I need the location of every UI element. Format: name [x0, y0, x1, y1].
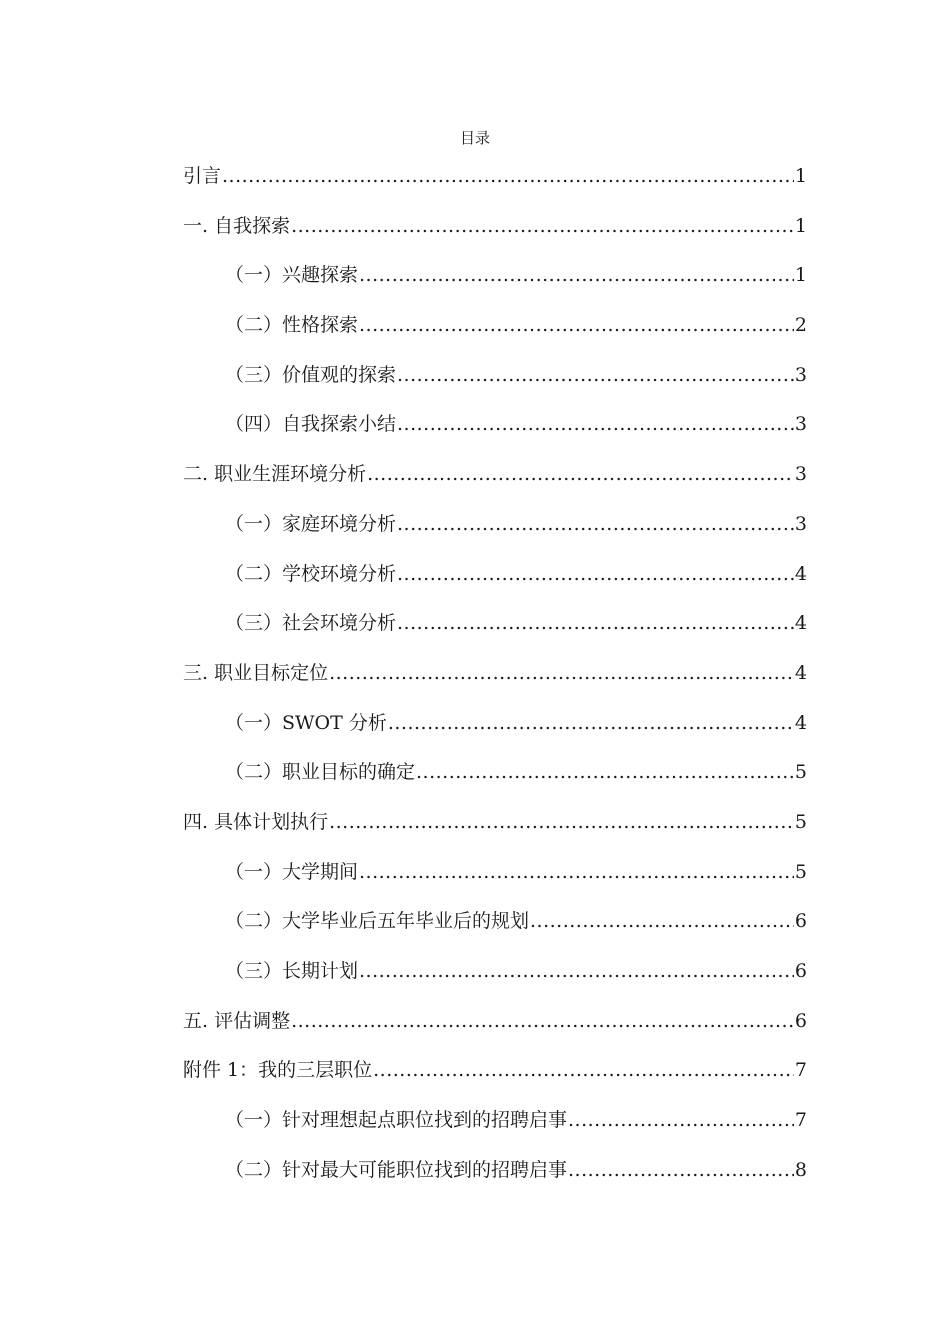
toc-dot-leader [359, 858, 794, 886]
toc-entry[interactable] [183, 212, 807, 262]
toc-entry-text: 四. 具体计划执行 [183, 810, 329, 833]
toc-page-number: 1 [794, 264, 807, 287]
toc-dot-leader [291, 212, 794, 240]
toc-dot-leader [359, 261, 794, 289]
toc-subentry[interactable] [183, 609, 807, 659]
toc-entry-text: （三）社会环境分析 [225, 612, 397, 635]
toc-entry-text: （二）性格探索 [225, 314, 359, 337]
toc-page-number: 5 [794, 761, 807, 784]
toc-dot-leader [329, 808, 794, 836]
toc-title: 目录 [459, 129, 490, 147]
toc-entry-text: 三. 职业目标定位 [183, 661, 329, 684]
toc-dot-leader [397, 361, 794, 389]
toc-page-number: 5 [794, 860, 807, 883]
toc-entry[interactable] [183, 162, 807, 212]
toc-dot-leader [388, 709, 794, 737]
toc-dot-leader [359, 957, 794, 985]
toc-page-number: 7 [794, 1059, 807, 1082]
toc-entry[interactable] [183, 659, 807, 709]
toc-page-number: 6 [794, 1009, 807, 1032]
toc-entry[interactable] [183, 460, 807, 510]
toc-page-number: 1 [794, 165, 807, 187]
toc-entry-text: 附件 1：我的三层职位 [183, 1059, 373, 1082]
toc-subentry[interactable] [183, 907, 807, 957]
toc-dot-leader [568, 1106, 794, 1134]
toc-page-number: 4 [794, 562, 807, 585]
toc-dot-leader [373, 1056, 794, 1084]
toc-entry-text: （三）价值观的探索 [225, 363, 397, 386]
toc-subentry[interactable] [183, 510, 807, 560]
toc-page-number: 6 [794, 960, 807, 982]
toc-subentry[interactable] [183, 410, 807, 460]
toc-entry-text: （一）兴趣探索 [225, 264, 359, 287]
toc-page-number: 8 [794, 1158, 807, 1181]
toc-dot-leader [397, 560, 794, 588]
toc-dot-leader [416, 758, 794, 786]
toc-entry-text: 五. 评估调整 [183, 1009, 291, 1032]
toc-entry[interactable] [183, 1056, 807, 1106]
toc-entry-text: （二）职业目标的确定 [225, 761, 416, 784]
toc-dot-leader [329, 659, 794, 687]
toc-subentry[interactable] [183, 1156, 807, 1206]
toc-entry-text: （一）大学期间 [225, 860, 359, 883]
toc-page-number: 1 [794, 214, 807, 237]
toc-dot-leader [367, 460, 794, 488]
toc-entry-text: （一）家庭环境分析 [225, 512, 397, 535]
toc-dot-leader [397, 510, 794, 538]
toc-list [183, 162, 807, 1205]
toc-subentry[interactable] [183, 709, 807, 759]
toc-entry[interactable] [183, 808, 807, 858]
toc-dot-leader [397, 410, 794, 438]
toc-entry-text: 引言 [183, 165, 222, 187]
toc-page-number: 3 [794, 363, 807, 386]
toc-dot-leader [222, 162, 794, 190]
toc-entry-text: 二. 职业生涯环境分析 [183, 463, 367, 486]
toc-entry-text: （二）学校环境分析 [225, 562, 397, 585]
toc-entry-text: （三）长期计划 [225, 960, 359, 982]
toc-page-number: 3 [794, 413, 807, 436]
toc-entry-text: （一）SWOT 分析 [225, 711, 387, 734]
toc-subentry[interactable] [183, 261, 807, 311]
toc-subentry[interactable] [183, 311, 807, 361]
toc-dot-leader [359, 311, 794, 339]
toc-subentry[interactable] [183, 957, 807, 1007]
toc-entry-text: （二）针对最大可能职位找到的招聘启事 [225, 1158, 568, 1181]
toc-page-number: 3 [794, 512, 807, 535]
toc-subentry[interactable] [183, 858, 807, 908]
toc-page-number: 6 [794, 910, 807, 933]
toc-entry[interactable] [183, 1007, 807, 1057]
toc-entry-text: （一）针对理想起点职位找到的招聘启事 [225, 1109, 568, 1132]
toc-subentry[interactable] [183, 361, 807, 411]
toc-entry-text: 一. 自我探索 [183, 214, 291, 237]
toc-page-number: 4 [794, 711, 807, 734]
toc-page-number: 4 [794, 661, 807, 684]
toc-dot-leader [291, 1007, 794, 1035]
toc-subentry[interactable] [183, 1106, 807, 1156]
toc-page-number: 5 [794, 810, 807, 833]
toc-entry-text: （二）大学毕业后五年毕业后的规划 [225, 910, 530, 933]
toc-subentry[interactable] [183, 758, 807, 808]
toc-subentry[interactable] [183, 560, 807, 610]
toc-dot-leader [397, 609, 794, 637]
toc-page-number: 3 [794, 463, 807, 486]
toc-dot-leader [530, 907, 794, 935]
toc-page-number: 2 [794, 314, 807, 337]
toc-entry-text: （四）自我探索小结 [225, 413, 397, 436]
toc-page-number: 4 [794, 612, 807, 635]
toc-dot-leader [568, 1156, 794, 1184]
toc-page-number: 7 [794, 1109, 807, 1132]
